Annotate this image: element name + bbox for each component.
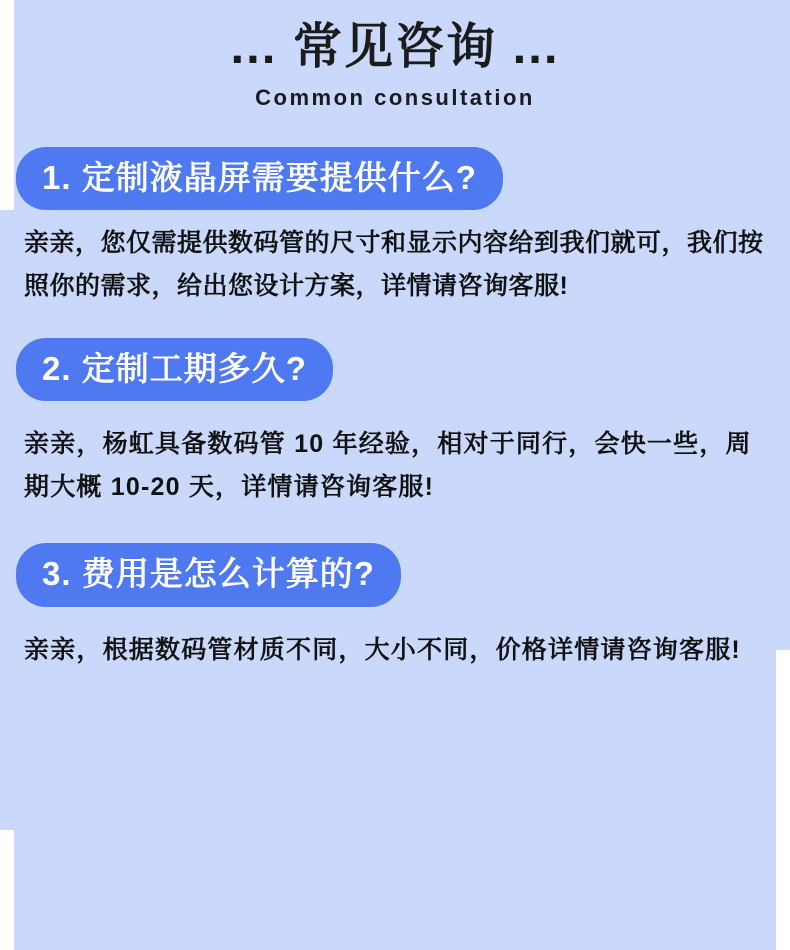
decorative-corner-bottom-right bbox=[776, 650, 790, 950]
decorative-corner-top-left bbox=[0, 0, 14, 210]
faq-question[interactable]: 1. 定制液晶屏需要提供什么? bbox=[16, 147, 503, 210]
faq-item bbox=[16, 324, 776, 519]
faq-question[interactable]: 2. 定制工期多久? bbox=[16, 338, 333, 401]
page-title: ... 常见咨询 ... bbox=[230, 20, 560, 74]
faq-list bbox=[0, 147, 790, 682]
faq-answer: 亲亲，根据数码管材质不同，大小不同，价格详情请咨询客服! bbox=[24, 635, 741, 664]
decorative-corner-bottom-left bbox=[0, 830, 14, 950]
faq-item bbox=[16, 147, 776, 318]
faq-item bbox=[16, 525, 776, 681]
page-header bbox=[0, 0, 790, 111]
faq-answer: 亲亲，您仅需提供数码管的尺寸和显示内容给到我们就可，我们按照你的需求，给出您设计方案，详情请咨询客服! bbox=[24, 229, 764, 301]
faq-question[interactable]: 3. 费用是怎么计算的? bbox=[16, 543, 401, 606]
page-subtitle: Common consultation bbox=[255, 84, 535, 110]
faq-answer: 亲亲，杨虹具备数码管 10 年经验，相对于同行，会快一些，周期大概 10-20 天，详情请咨询客服! bbox=[24, 430, 752, 502]
